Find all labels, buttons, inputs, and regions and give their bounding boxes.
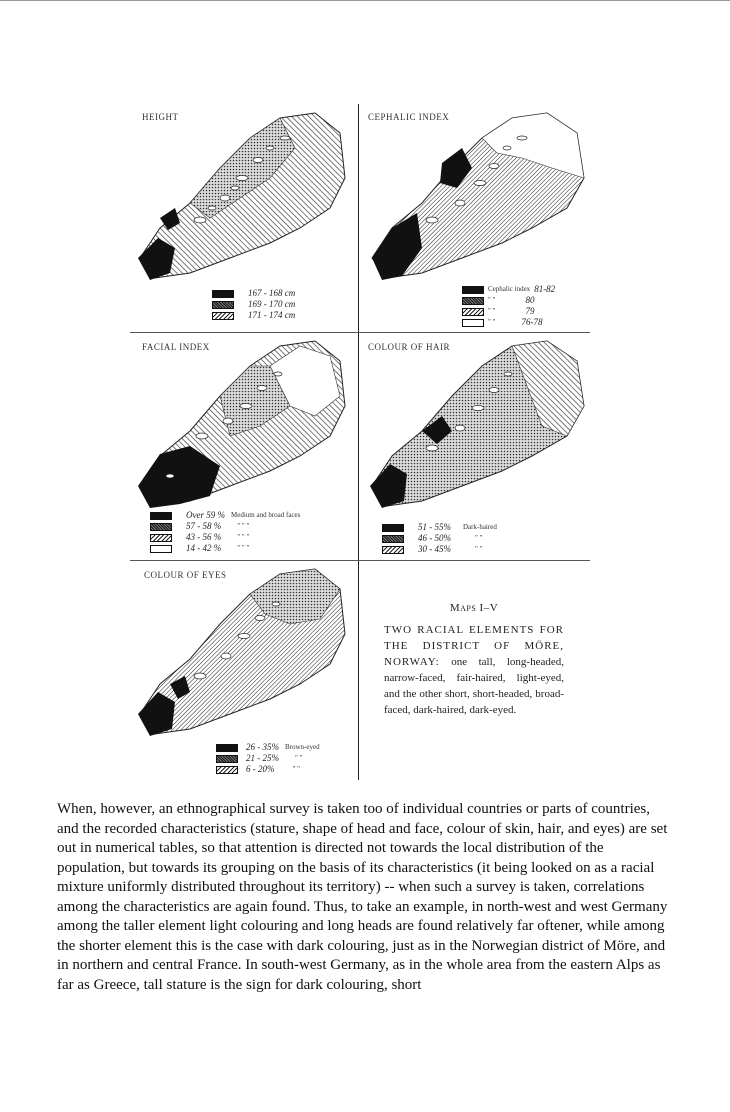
legend-value: 57 - 58 % bbox=[186, 521, 222, 531]
map-cephalic-index bbox=[362, 108, 590, 284]
legend-row bbox=[462, 295, 555, 306]
legend-swatch bbox=[150, 545, 172, 553]
legend-note: " " " bbox=[237, 533, 250, 541]
map-panel-cephalic-index bbox=[362, 104, 590, 332]
panel-title: FACIAL INDEX bbox=[142, 342, 210, 352]
legend-swatch bbox=[216, 744, 238, 752]
legend-swatch bbox=[462, 297, 484, 305]
legend-note: " " bbox=[475, 534, 483, 542]
legend-value: 21 - 25% bbox=[246, 753, 279, 763]
legend-colour-of-hair bbox=[382, 522, 497, 555]
legend-value: 76-78 bbox=[521, 317, 543, 327]
map-colour-of-hair bbox=[362, 336, 590, 512]
plate-divider-1 bbox=[130, 332, 590, 333]
legend-facial-index bbox=[150, 510, 300, 554]
legend-swatch bbox=[212, 301, 234, 309]
map-colour-of-eyes bbox=[130, 564, 358, 740]
legend-swatch bbox=[382, 524, 404, 532]
legend-row bbox=[216, 753, 320, 764]
legend-row bbox=[462, 284, 555, 295]
legend-swatch bbox=[382, 535, 404, 543]
legend-swatch bbox=[462, 308, 484, 316]
legend-row bbox=[382, 544, 497, 555]
legend-swatch bbox=[462, 319, 484, 327]
legend-value: 43 - 56 % bbox=[186, 532, 222, 542]
legend-value: 6 - 20% bbox=[246, 764, 275, 774]
map-panel-height bbox=[130, 104, 358, 332]
legend-note: " " bbox=[475, 545, 483, 553]
legend-swatch bbox=[150, 512, 172, 520]
legend-note: " " " bbox=[237, 522, 250, 530]
legend-row bbox=[212, 310, 295, 321]
legend-row bbox=[212, 299, 295, 310]
map-plate bbox=[130, 104, 590, 784]
legend-note: " " bbox=[488, 307, 496, 315]
map-panel-colour-of-eyes bbox=[130, 562, 358, 790]
legend-note: " " bbox=[292, 765, 300, 773]
legend-value: 80 bbox=[525, 295, 535, 305]
legend-note: Dark-haired bbox=[463, 523, 497, 531]
legend-value: 81-82 bbox=[534, 284, 556, 294]
legend-height bbox=[212, 288, 295, 321]
legend-value: 79 bbox=[525, 306, 535, 316]
legend-row bbox=[150, 543, 300, 554]
legend-swatch bbox=[216, 755, 238, 763]
legend-note: " " bbox=[488, 318, 496, 326]
legend-note: Cephalic index bbox=[488, 285, 531, 293]
legend-row bbox=[150, 521, 300, 532]
legend-row bbox=[150, 510, 300, 521]
legend-note: " " bbox=[488, 296, 496, 304]
legend-value: Over 59 % bbox=[186, 510, 225, 520]
legend-value: 167 - 168 cm bbox=[248, 288, 296, 298]
plate-caption bbox=[384, 600, 564, 718]
legend-note: Medium and broad faces bbox=[231, 511, 301, 519]
caption-title: Maps I–V bbox=[449, 602, 499, 614]
legend-value: 51 - 55% bbox=[418, 522, 451, 532]
map-height bbox=[130, 108, 358, 288]
legend-note: Brown-eyed bbox=[285, 743, 320, 751]
legend-row bbox=[150, 532, 300, 543]
body-paragraph: When, however, an ethnographical survey is taken too of individual countries or parts of countries, and the recorded characteristics (stature, shape of head and face, colour of skin, hair, and eyes) are set out in numerical tables, so that attention is directed not towards the local distribution of the population, but towards its grouping on the basis of its characteristics (it being looked on as a racial mixture uniformly distributed throughout its territory) -- when such a survey is taken, correlations among the characteristics are again found. Thus, to take an example, in north-west and west Germany among the taller element light colouring and long heads are found relatively far oftener, while among the shorter element this is the case with dark colouring, just as in the Norwegian district of Möre, and in northern and central France. In south-west Germany, as in the whole area from the eastern Alps as far as Greece, tall stature is the sign for dark colouring, short bbox=[57, 801, 668, 993]
panel-title: CEPHALIC INDEX bbox=[368, 112, 450, 122]
map-panel-facial-index bbox=[130, 334, 358, 562]
panel-title: COLOUR OF EYES bbox=[144, 570, 227, 580]
legend-swatch bbox=[216, 766, 238, 774]
legend-swatch bbox=[462, 286, 484, 294]
legend-note: " " " bbox=[237, 544, 250, 552]
legend-row bbox=[212, 288, 295, 299]
legend-row bbox=[462, 306, 555, 317]
legend-swatch bbox=[150, 523, 172, 531]
legend-row bbox=[382, 533, 497, 544]
legend-swatch bbox=[150, 534, 172, 542]
legend-value: 171 - 174 cm bbox=[248, 310, 296, 320]
legend-swatch bbox=[212, 312, 234, 320]
legend-cephalic-index bbox=[462, 284, 555, 328]
legend-row bbox=[216, 764, 320, 775]
panel-title: COLOUR OF HAIR bbox=[368, 342, 451, 352]
caption-heading: TWO RACIAL ELEMENTS FOR THE DISTRICT OF MÖRE, NORWAY: bbox=[384, 624, 564, 668]
top-rule bbox=[0, 0, 730, 1]
caption-text: one tall, long-headed, narrow-faced, fair-haired, light-eyed, and the other short, short-headed, broad-faced, dark-haired, dark-eyed. bbox=[384, 656, 564, 716]
panel-title: HEIGHT bbox=[142, 112, 179, 122]
legend-value: 26 - 35% bbox=[246, 742, 279, 752]
legend-value: 14 - 42 % bbox=[186, 543, 222, 553]
plate-vertical-divider bbox=[358, 104, 359, 780]
legend-row bbox=[462, 317, 555, 328]
legend-swatch bbox=[212, 290, 234, 298]
legend-row bbox=[216, 742, 320, 753]
legend-swatch bbox=[382, 546, 404, 554]
map-panel-colour-of-hair bbox=[362, 334, 590, 562]
legend-colour-of-eyes bbox=[216, 742, 320, 775]
map-facial-index bbox=[130, 336, 358, 508]
legend-value: 169 - 170 cm bbox=[248, 299, 296, 309]
legend-row bbox=[382, 522, 497, 533]
legend-note: " " bbox=[295, 754, 303, 762]
legend-value: 46 - 50% bbox=[418, 533, 451, 543]
legend-value: 30 - 45% bbox=[418, 544, 451, 554]
